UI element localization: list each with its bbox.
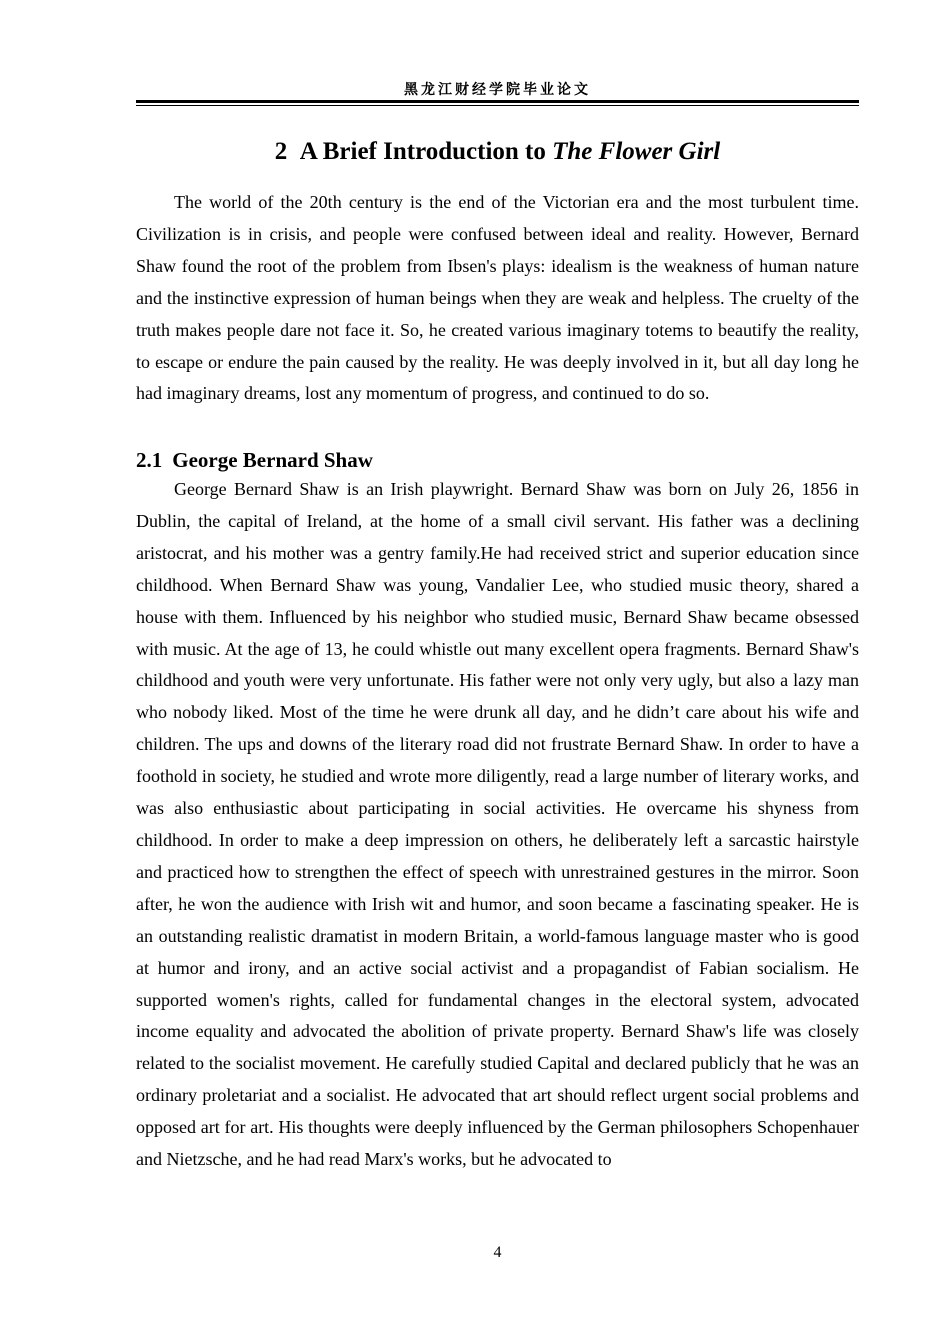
header-rule-thin <box>136 105 859 106</box>
intro-paragraph: The world of the 20th century is the end of the Victorian era and the most turbulent time. Civilization is in crisis, and people were confused between ideal and reality. However, Bernard Shaw found the root of the problem from Ibsen's plays: idealism is the weakness of human nature and the instinctive expression of human beings when they are weak and helpless. The cruelty of the truth makes people dare not face it. So, he created various imaginary totems to beautify the reality, to escape or endure the pain caused by the reality. He was deeply involved in it, but all day long he had imaginary dreams, lost any momentum of progress, and continued to do so. <box>136 192 859 404</box>
shaw-paragraph: George Bernard Shaw is an Irish playwright. Bernard Shaw was born on July 26, 1856 in Dublin, the capital of Ireland, at the home of a small civil servant. His father was a declining aristocrat, and his mother was a gentry family.He had received strict and superior education since childhood. When Bernard Shaw was young, Vandalier Lee, who studied music theory, shared a house with them. Influenced by his neighbor who studied music, Bernard Shaw became obsessed with music. At the age of 13, he could whistle out many excellent opera fragments. Bernard Shaw's childhood and youth were very unfortunate. His father were not only very ugly, but also a lazy man who nobody liked. Most of the time he were drunk all day, and he didn’t care about his wife and children. The ups and downs of the literary road did not frustrate Bernard Shaw. In order to have a foothold in society, he studied and wrote more diligently, read a large number of literary works, and was also enthusiastic about participating in social activities. He overcame his shyness from childhood. In order to make a deep impression on others, he deliberately left a sarcastic hairstyle and practiced how to strengthen the effect of speech with unrestrained gestures in the mirror. Soon after, he won the audience with Irish wit and humor, and soon became a fascinating speaker. He is an outstanding realistic dramatist in modern Britain, a world-famous language master who is good at humor and irony, and an active social activist and a propagandist of Fabian socialism. He supported women's rights, called for fundamental changes in the electoral system, advocated income equality and advocated the abolition of private property. Bernard Shaw's life was closely related to the socialist movement. He carefully studied Capital and declared publicly that he was an ordinary proletariat and a socialist. He advocated that art should reflect urgent social problems and opposed art for art. His thoughts were deeply influenced by the German philosophers Schopenhauer and Nietzsche, and he had read Marx's works, but he advocated to <box>136 479 859 1170</box>
page-number: 4 <box>493 1244 502 1261</box>
running-header: 黑龙江财经学院毕业论文 <box>404 82 591 98</box>
section-number: 2.1 <box>136 448 163 472</box>
chapter-title-italic: The Flower Girl <box>552 138 721 165</box>
chapter-title <box>136 134 859 170</box>
section-title-text: George Bernard Shaw <box>172 448 373 472</box>
chapter-number: 2 <box>274 138 288 165</box>
header-rule-thick <box>136 100 859 103</box>
chapter-title-plain: A Brief Introduction to <box>299 138 546 165</box>
section-heading <box>136 444 373 476</box>
